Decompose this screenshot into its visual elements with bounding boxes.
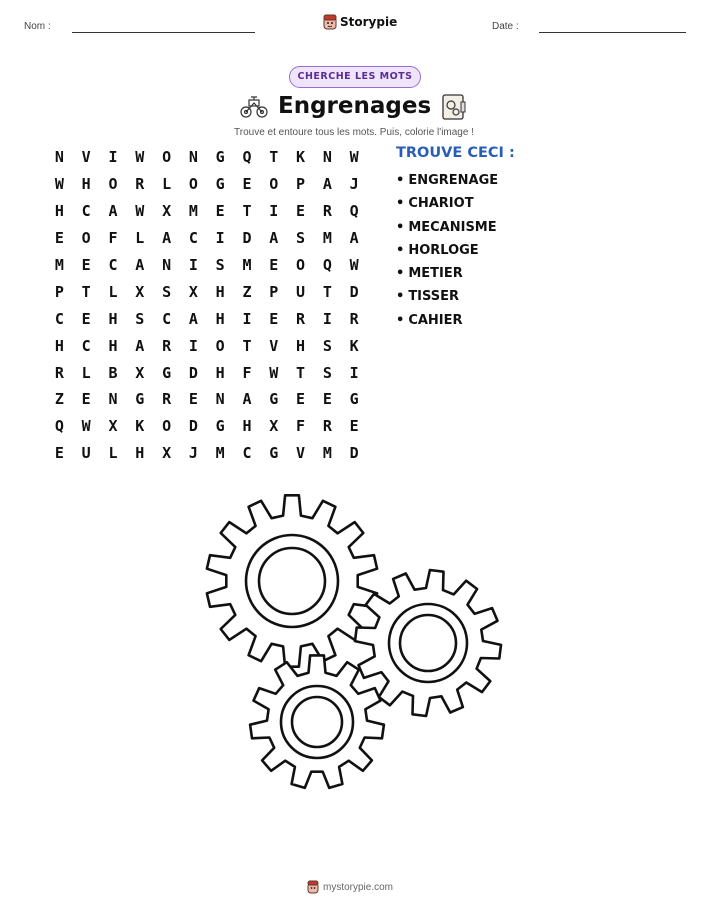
grid-cell[interactable]: H bbox=[108, 309, 118, 328]
grid-cell[interactable]: H bbox=[215, 282, 225, 301]
bullet: • bbox=[396, 219, 405, 235]
grid-cell[interactable]: S bbox=[135, 309, 145, 328]
grid-cell[interactable]: C bbox=[162, 309, 172, 328]
grid-cell[interactable]: E bbox=[269, 309, 279, 328]
storypie-mascot-icon bbox=[307, 880, 319, 894]
grid-cell[interactable]: F bbox=[242, 363, 252, 382]
grid-cell[interactable]: R bbox=[296, 309, 306, 328]
grid-cell[interactable]: G bbox=[135, 390, 145, 409]
grid-cell[interactable]: J bbox=[349, 175, 359, 194]
grid-cell[interactable]: R bbox=[349, 309, 359, 328]
grid-cell[interactable]: H bbox=[54, 202, 64, 221]
grid-cell[interactable]: A bbox=[135, 256, 145, 274]
grid-cell[interactable]: A bbox=[269, 229, 279, 248]
grid-cell[interactable]: N bbox=[215, 390, 225, 409]
grid-cell[interactable]: E bbox=[188, 390, 198, 409]
grid-cell[interactable]: X bbox=[108, 417, 118, 436]
grid-cell[interactable]: E bbox=[296, 390, 306, 409]
grid-cell[interactable]: X bbox=[162, 202, 172, 221]
grid-cell[interactable]: G bbox=[215, 175, 225, 194]
grid-cell[interactable]: L bbox=[162, 175, 172, 194]
grid-cell[interactable]: K bbox=[296, 148, 306, 167]
grid-cell[interactable]: L bbox=[108, 444, 118, 463]
word-list-title: TROUVE CECI : bbox=[396, 145, 515, 161]
word-text: METIER bbox=[408, 266, 463, 282]
footer bbox=[307, 880, 393, 894]
large-gear-inner-ring bbox=[259, 548, 325, 614]
grid-cell[interactable]: W bbox=[135, 202, 145, 221]
grid-cell[interactable]: O bbox=[188, 175, 198, 194]
grid-cell[interactable]: X bbox=[135, 363, 145, 382]
grid-cell[interactable]: E bbox=[81, 390, 91, 409]
grid-cell[interactable]: H bbox=[215, 309, 225, 328]
grid-cell[interactable]: S bbox=[322, 363, 332, 382]
bullet: • bbox=[396, 312, 405, 328]
brand-logo bbox=[323, 14, 397, 30]
grid-cell[interactable]: Q bbox=[242, 148, 252, 167]
grid-cell[interactable]: Z bbox=[242, 282, 252, 301]
grid-cell[interactable]: O bbox=[296, 256, 306, 274]
grid-cell[interactable]: I bbox=[269, 202, 279, 221]
grid-cell[interactable]: H bbox=[135, 444, 145, 463]
word-text: TISSER bbox=[408, 289, 460, 305]
grid-cell[interactable]: E bbox=[215, 202, 225, 221]
grid-cell[interactable]: S bbox=[162, 282, 172, 301]
grid-cell[interactable]: C bbox=[242, 444, 252, 463]
grid-cell[interactable]: E bbox=[54, 229, 64, 248]
grid-cell[interactable]: C bbox=[108, 256, 118, 274]
grid-cell[interactable]: W bbox=[269, 363, 279, 382]
grid-cell[interactable]: I bbox=[188, 336, 198, 355]
grid-cell[interactable]: H bbox=[242, 417, 252, 436]
word-list-item bbox=[396, 309, 498, 332]
grid-cell[interactable]: M bbox=[215, 444, 225, 463]
grid-cell[interactable]: R bbox=[135, 175, 145, 194]
word-list-item bbox=[396, 239, 498, 262]
instructions: Trouve et entoure tous les mots. Puis, colorie l'image ! bbox=[234, 127, 474, 138]
word-text: HORLOGE bbox=[408, 242, 479, 258]
grid-cell[interactable]: L bbox=[81, 363, 91, 382]
grid-cell[interactable]: H bbox=[215, 363, 225, 382]
bullet: • bbox=[396, 242, 405, 258]
grid-cell[interactable]: W bbox=[54, 175, 64, 194]
grid-cell[interactable]: G bbox=[162, 363, 172, 382]
grid-cell[interactable]: G bbox=[269, 390, 279, 409]
word-text: CHARIOT bbox=[408, 196, 474, 212]
grid-cell[interactable]: I bbox=[322, 309, 332, 328]
grid-cell[interactable]: C bbox=[54, 309, 64, 328]
bullet: • bbox=[396, 289, 405, 305]
grid-cell[interactable]: S bbox=[296, 229, 306, 248]
grid-cell[interactable]: R bbox=[322, 417, 332, 436]
grid-cell[interactable]: H bbox=[296, 336, 306, 355]
grid-cell[interactable]: N bbox=[108, 390, 118, 409]
grid-cell[interactable]: I bbox=[349, 363, 359, 382]
word-list-item bbox=[396, 192, 498, 215]
grid-cell[interactable]: T bbox=[296, 363, 306, 382]
grid-cell[interactable]: N bbox=[322, 148, 332, 167]
grid-cell[interactable]: N bbox=[162, 256, 172, 274]
grid-cell[interactable]: E bbox=[81, 309, 91, 328]
grid-cell[interactable]: D bbox=[188, 363, 198, 382]
grid-cell[interactable]: E bbox=[322, 390, 332, 409]
grid-cell[interactable]: T bbox=[269, 148, 279, 167]
grid-cell[interactable]: O bbox=[162, 148, 172, 167]
grid-cell[interactable]: I bbox=[188, 256, 198, 274]
grid-cell[interactable]: Q bbox=[54, 417, 64, 436]
footer-url[interactable]: mystorypie.com bbox=[323, 881, 394, 893]
grid-cell[interactable]: T bbox=[322, 282, 332, 301]
grid-cell[interactable]: V bbox=[296, 444, 306, 463]
grid-cell[interactable]: C bbox=[81, 202, 91, 221]
grid-cell[interactable]: D bbox=[242, 229, 252, 248]
word-text: ENGRENAGE bbox=[408, 173, 499, 188]
grid-cell[interactable]: P bbox=[269, 282, 279, 301]
name-line[interactable] bbox=[72, 32, 255, 33]
grid-cell[interactable]: L bbox=[108, 282, 118, 301]
weaving-loom-icon bbox=[238, 95, 270, 119]
grid-cell[interactable]: R bbox=[162, 390, 172, 409]
grid-cell[interactable]: O bbox=[215, 336, 225, 355]
date-label: Date : bbox=[492, 21, 519, 32]
title-row bbox=[238, 93, 470, 123]
grid-cell[interactable]: I bbox=[242, 309, 252, 328]
word-list-item bbox=[396, 169, 498, 192]
grid-cell[interactable]: H bbox=[108, 336, 118, 355]
word-list bbox=[396, 169, 498, 332]
grid-cell[interactable]: N bbox=[188, 148, 198, 167]
grid-cell[interactable]: R bbox=[54, 363, 64, 382]
grid-cell[interactable]: E bbox=[81, 256, 91, 274]
name-label: Nom : bbox=[24, 21, 51, 32]
grid-cell[interactable]: G bbox=[215, 417, 225, 436]
grid-cell[interactable]: S bbox=[215, 256, 225, 274]
bullet: • bbox=[396, 266, 405, 282]
grid-cell[interactable]: A bbox=[108, 202, 118, 221]
grid-cell[interactable]: D bbox=[188, 417, 198, 436]
grid-cell[interactable]: M bbox=[188, 202, 198, 221]
grid-cell[interactable]: G bbox=[215, 148, 225, 167]
word-list-item bbox=[396, 216, 498, 239]
grid-cell[interactable]: K bbox=[349, 336, 359, 355]
grid-cell[interactable]: P bbox=[54, 282, 64, 301]
grid-cell[interactable]: L bbox=[135, 229, 145, 248]
grid-cell[interactable]: R bbox=[162, 336, 172, 355]
grid-cell[interactable]: F bbox=[296, 417, 306, 436]
grid-cell[interactable]: W bbox=[135, 148, 145, 167]
word-list-item bbox=[396, 285, 498, 308]
grid-cell[interactable]: E bbox=[269, 256, 279, 274]
grid-cell[interactable]: G bbox=[349, 390, 359, 409]
grid-cell[interactable]: B bbox=[108, 363, 118, 382]
grid-cell[interactable]: E bbox=[296, 202, 306, 221]
grid-cell[interactable]: I bbox=[215, 229, 225, 248]
grid-cell[interactable]: D bbox=[349, 444, 359, 463]
grid-cell[interactable]: X bbox=[188, 282, 198, 301]
grid-cell[interactable]: Q bbox=[349, 202, 359, 221]
bullet: • bbox=[396, 173, 405, 188]
word-list-item bbox=[396, 262, 498, 285]
grid-cell[interactable]: T bbox=[242, 202, 252, 221]
page-title: Engrenages bbox=[278, 93, 432, 119]
grid-cell[interactable]: E bbox=[242, 175, 252, 194]
grid-cell[interactable]: O bbox=[162, 417, 172, 436]
grid-cell[interactable]: E bbox=[54, 444, 64, 463]
grid-cell[interactable]: M bbox=[322, 444, 332, 463]
grid-cell[interactable]: V bbox=[81, 148, 91, 167]
grid-cell[interactable]: O bbox=[81, 229, 91, 248]
bullet: • bbox=[396, 196, 405, 212]
storypie-mascot-icon bbox=[323, 14, 337, 30]
gears-illustration[interactable] bbox=[195, 485, 515, 800]
grid-cell[interactable]: O bbox=[269, 175, 279, 194]
grid-cell[interactable]: X bbox=[269, 417, 279, 436]
date-line[interactable] bbox=[539, 32, 686, 33]
grid-cell[interactable]: I bbox=[108, 148, 118, 167]
grid-cell[interactable]: H bbox=[81, 175, 91, 194]
word-text: MECANISME bbox=[408, 219, 497, 235]
grid-cell[interactable]: W bbox=[349, 256, 359, 274]
grid-cell[interactable]: E bbox=[349, 417, 359, 436]
grid-cell[interactable]: A bbox=[322, 175, 332, 194]
grid-cell[interactable]: M bbox=[242, 256, 252, 274]
grid-cell[interactable]: X bbox=[162, 444, 172, 463]
grid-cell[interactable]: H bbox=[54, 336, 64, 355]
grid-cell[interactable]: A bbox=[162, 229, 172, 248]
grid-cell[interactable]: C bbox=[188, 229, 198, 248]
grid-cell[interactable]: A bbox=[188, 309, 198, 328]
grid-cell[interactable]: A bbox=[349, 229, 359, 248]
grid-cell[interactable]: O bbox=[108, 175, 118, 194]
grid-cell[interactable]: A bbox=[135, 336, 145, 355]
right-gear-inner-ring bbox=[400, 615, 456, 671]
grid-cell[interactable]: R bbox=[322, 202, 332, 221]
grid-cell[interactable]: Q bbox=[322, 256, 332, 274]
activity-badge: CHERCHE LES MOTS bbox=[289, 66, 421, 88]
small-gear-inner-ring bbox=[292, 697, 342, 747]
brand-name: Storypie bbox=[340, 15, 398, 29]
grid-cell[interactable]: T bbox=[242, 336, 252, 355]
word-text: CAHIER bbox=[408, 312, 463, 328]
grid-cell[interactable]: X bbox=[135, 282, 145, 301]
grid-cell[interactable]: P bbox=[296, 175, 306, 194]
grid-cell[interactable]: V bbox=[269, 336, 279, 355]
mechanism-box-icon bbox=[441, 93, 467, 121]
grid-cell[interactable]: J bbox=[188, 444, 198, 463]
grid-cell[interactable]: U bbox=[81, 444, 91, 463]
grid-cell[interactable]: M bbox=[54, 256, 64, 274]
grid-cell[interactable]: A bbox=[242, 390, 252, 409]
grid-cell[interactable]: C bbox=[81, 336, 91, 355]
grid-cell[interactable]: G bbox=[269, 444, 279, 463]
grid-cell[interactable]: W bbox=[349, 148, 359, 167]
grid-cell[interactable]: T bbox=[81, 282, 91, 301]
grid-cell[interactable]: S bbox=[322, 336, 332, 355]
grid-cell[interactable]: U bbox=[296, 282, 306, 301]
grid-cell[interactable]: N bbox=[54, 148, 64, 167]
grid-cell[interactable]: K bbox=[135, 417, 145, 436]
grid-cell[interactable]: M bbox=[322, 229, 332, 248]
grid-cell[interactable]: Z bbox=[54, 390, 64, 409]
word-search-grid bbox=[46, 144, 368, 467]
grid-cell[interactable]: F bbox=[108, 229, 118, 248]
grid-cell[interactable]: W bbox=[81, 417, 91, 436]
grid-cell[interactable]: D bbox=[349, 282, 359, 301]
